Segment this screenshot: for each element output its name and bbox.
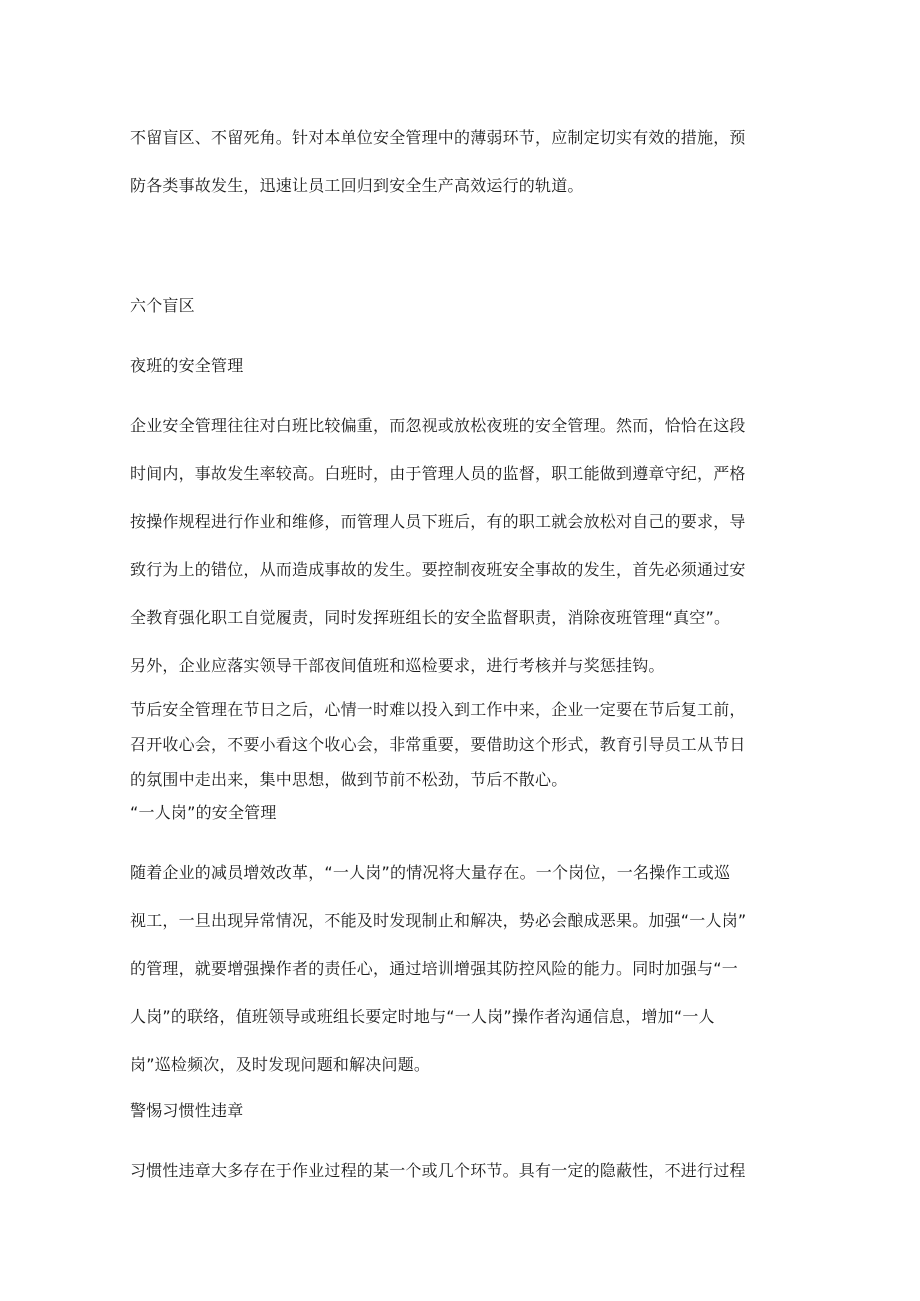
section-title: 六个盲区 [130,296,195,315]
paragraph-line: 时间内，事故发生率较高。白班时，由于管理人员的监督，职工能做到遵章守纪，严格 [130,464,746,483]
paragraph-line: 人岗”的联络，值班领导或班组长要定时地与“一人岗”操作者沟通信息，增加“一人 [130,1007,715,1026]
post-holiday-paragraph [130,702,790,788]
paragraph-line: 视工，一旦出现异常情况，不能及时发现制止和解决，势必会酿成恶果。加强“一人岗” [130,911,747,930]
paragraph-line: 按操作规程进行作业和维修，而管理人员下班后，有的职工就会放松对自己的要求，导 [130,512,746,531]
paragraph-line: 节后安全管理在节日之后，心情一时难以投入到工作中来，企业一定要在节后复工前， [130,700,746,719]
paragraph-line: 防各类事故发生，迅速让员工回归到安全生产高效运行的轨道。 [130,176,584,195]
night-shift-heading: 夜班的安全管理 [130,356,244,375]
habitual-violation-paragraph [130,1163,790,1179]
single-post-paragraph [130,865,790,1073]
paragraph-line: 的氛围中走出来，集中思想，做到节前不松劲，节后不散心。 [130,770,568,789]
paragraph-line: 企业安全管理往往对白班比较偏重，而忽视或放松夜班的安全管理。然而，恰恰在这段 [130,416,746,435]
single-post-heading: “一人岗”的安全管理 [130,803,277,822]
paragraph-line: 随着企业的减员增效改革，“一人岗”的情况将大量存在。一个岗位，一名操作工或巡 [130,863,731,882]
paragraph-line: 岗”巡检频次，及时发现问题和解决问题。 [130,1055,431,1074]
intro-paragraph [130,130,790,194]
habitual-violation-heading: 警惕习惯性违章 [130,1101,244,1120]
paragraph-line: 习惯性违章大多存在于作业过程的某一个或几个环节。具有一定的隐蔽性，不进行过程 [130,1161,746,1180]
paragraph-line: 不留盲区、不留死角。针对本单位安全管理中的薄弱环节，应制定切实有效的措施，预 [130,128,746,147]
paragraph-line: 致行为上的错位，从而造成事故的发生。要控制夜班安全事故的发生，首先必须通过安 [130,560,746,579]
paragraph-line: 另外，企业应落实领导干部夜间值班和巡检要求，进行考核并与奖惩挂钩。 [130,656,665,675]
paragraph-line: 召开收心会，不要小看这个收心会，非常重要，要借助这个形式，教育引导员工从节日 [130,735,746,754]
night-shift-paragraph [130,418,790,674]
paragraph-line: 全教育强化职工自觉履责，同时发挥班组长的安全监督职责，消除夜班管理“真空”。 [130,608,731,627]
paragraph-line: 的管理，就要增强操作者的责任心，通过培训增强其防控风险的能力。同时加强与“一 [130,959,738,978]
